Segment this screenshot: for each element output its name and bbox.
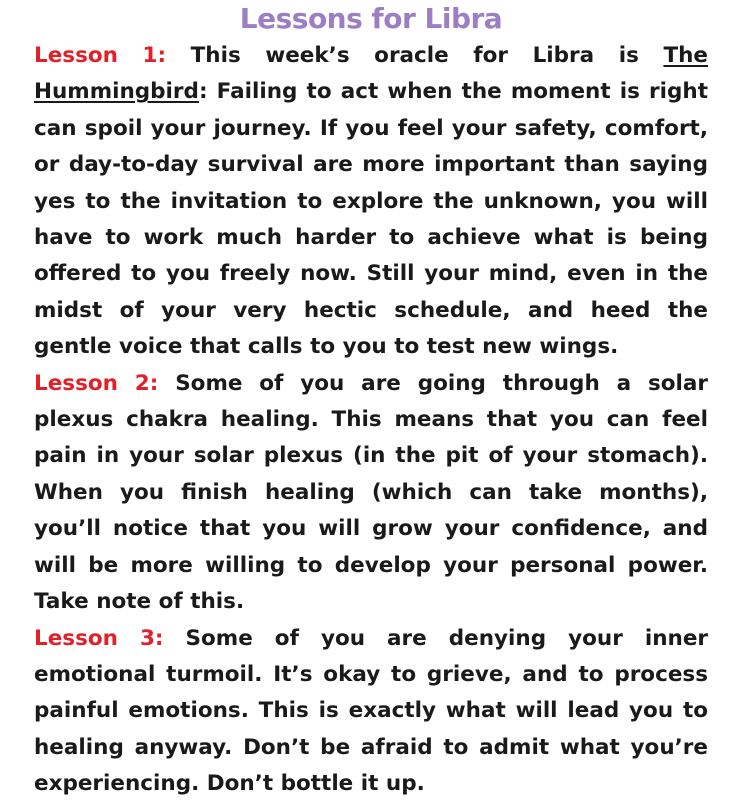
- lesson-2-text: Some of you are going through a solar plexus chakra healing. This means that you can feel pain in your solar plexus (in the pit of your stomach). When you finish healing (which can take months), you’ll notice that you will grow your confidence, and will be more willing to develop your personal power. Take note of this.: [34, 370, 708, 615]
- lesson-3-label: Lesson 3:: [34, 625, 164, 651]
- lesson-1-label: Lesson 1:: [34, 43, 167, 68]
- lesson-2: [34, 366, 708, 621]
- lesson-2-label: Lesson 2:: [34, 370, 159, 396]
- lesson-3-text: Some of you are denying your inner emotional turmoil. It’s okay to grieve, and to process painful emotions. This is exactly what will lead you to healing anyway. Don’t be afraid to admit what you’re experiencing. Don’t bottle it up.: [34, 625, 709, 797]
- lesson-1-oracle: The Hummingbird: [34, 43, 708, 105]
- lesson-1: [34, 38, 708, 366]
- lesson-3: [34, 621, 708, 803]
- page-title: Lessons for Libra: [239, 2, 503, 35]
- lesson-1-text: : Failing to act when the moment is right can spoil your journey. If you feel your safety, comfort, or day-to-day survival are more important than saying yes to the invitation to explore the unknown, you will have to work much harder to achieve what is being offered to you freely now. Still your mind, even in the midst of your very hectic schedule, and heed the gentle voice that calls to you to test new wings.: [34, 79, 708, 360]
- lesson-1-intro: This week’s oracle for Libra is: [166, 43, 664, 68]
